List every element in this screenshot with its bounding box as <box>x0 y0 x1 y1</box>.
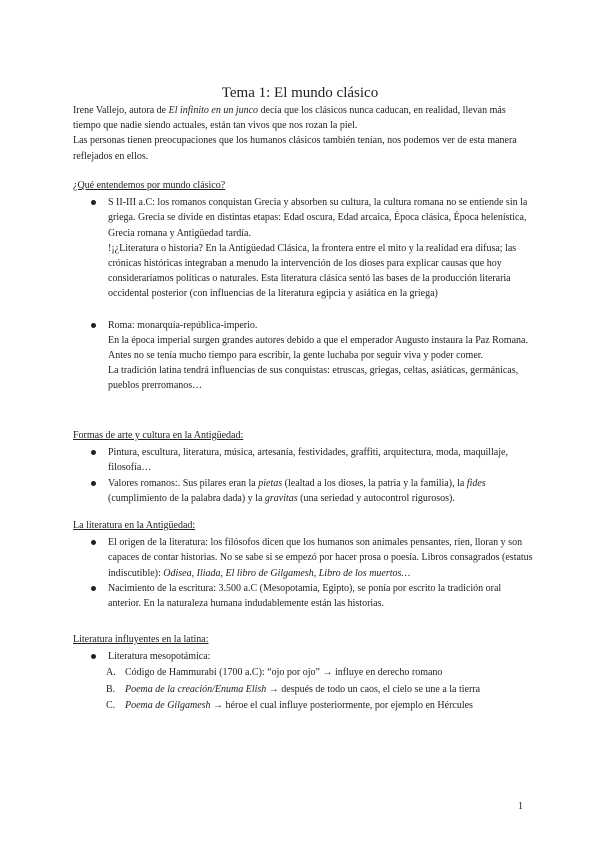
latin-term: gravitas <box>264 492 298 504</box>
list-item-text <box>108 476 533 506</box>
bullet-icon <box>91 481 96 486</box>
book-list: Odisea, Iliada, El libro de Gilgamesh, Libro de los muertos… <box>163 567 411 579</box>
bullet-icon <box>91 450 96 455</box>
sub-list-marker: C. <box>106 699 116 711</box>
list-item <box>73 195 533 301</box>
sub-list-item <box>73 682 533 697</box>
list-item <box>73 581 533 611</box>
intro-rest-text: decía que los clásicos nunca caducan, en realidad, llevan más tiempo que nadie siendo actuales, están tan vivos que nos rozan la piel. <box>73 105 506 132</box>
text-run: → después de todo un caos, el cielo se une a la tierra <box>266 683 481 695</box>
book-title: El infinito en un junco <box>168 105 259 116</box>
list-item <box>73 649 533 664</box>
intro-paragraph <box>73 103 533 133</box>
text-run: → héroe el cual influye posteriormente, por ejemplo en Hércules <box>210 699 473 711</box>
section-mundo-clasico <box>73 178 533 394</box>
list-item-text: En la época imperial surgen grandes autores debido a que el emperador Augusto instaura la Paz Romana. Antes no se tenía mucho tiempo para escribir, la gente luchaba por seguir viva y poder comer. <box>108 334 528 362</box>
poem-title: Poema de la creación/Enuma Elish <box>125 683 267 695</box>
list-item-text: Roma: monarquía-república-imperio. <box>108 319 258 331</box>
text-run: (una seriedad y autocontrol rigurosos). <box>297 492 455 504</box>
sub-list-item <box>73 665 533 680</box>
list-item-text: Nacimiento de la escritura: 3.500 a.C (Mesopotamia, Egipto), se ponía por escrito la tradición oral anterior. En la naturaleza humana indudablemente están las historias. <box>108 582 502 610</box>
section-heading: ¿Qué entendemos por mundo clásico? <box>73 180 226 191</box>
intro-block <box>73 103 533 164</box>
list-item-text: La tradición latina tendrá influencias de sus conquistas: etruscas, griegas, celtas, asiáticas, germánicas, pueblos prerromanos… <box>108 365 519 392</box>
page-title: Tema 1: El mundo clásico <box>221 85 379 102</box>
list-item <box>73 445 533 475</box>
text-run: El origen de la literatura: los filósofos dicen que los humanos son animales pensantes, ríen, lloran y son capaces de contar historias. No se sabe si se empezó por hacer prosa o poesía. Libros consagrados (estatus indiscutible): <box>108 537 533 579</box>
list-item <box>73 318 533 394</box>
bullet-icon <box>91 586 96 591</box>
latin-term: pietas <box>258 477 283 489</box>
list-item-text: Pintura, escultura, literatura, música, artesanía, festividades, graffiti, arquitectura, moda, maquillaje, filosofía… <box>108 447 508 474</box>
section-heading: Formas de arte y cultura en la Antigüedad: <box>73 430 244 441</box>
sub-list-text: Código de Hammurabi (1700 a.C): “ojo por ojo” → influye en derecho romano <box>125 667 443 679</box>
bullet-icon <box>91 654 96 659</box>
bullet-icon <box>91 200 96 205</box>
intro-author-text: Irene Vallejo, autora de <box>73 105 169 116</box>
sub-list-text <box>125 682 533 697</box>
sub-list-marker: A. <box>106 667 116 679</box>
sub-list-marker: B. <box>106 683 116 695</box>
section-heading: Literatura influyentes en la latina: <box>73 634 209 645</box>
latin-term: fides <box>466 477 486 489</box>
intro-paragraph-2: Las personas tienen preocupaciones que los humanos clásicos también tenían, nos podemos ver de esta manera reflejados en ellos. <box>73 135 517 162</box>
text-run: Valores romanos:. Sus pilares eran la <box>108 477 259 489</box>
list-item-text: !¡¿Literatura o historia? En la Antigüedad Clásica, la frontera entre el mito y la realidad era difusa; las crónicas históricas integraban a menudo la intervención de los dioses para explicar causas que hoy consideraríamos políticas o naturales. Esta literatura clásica sentó las bases de la producción literaria occidental posterior (con influencias de la literatura egipcia y asiática en la griega) <box>108 242 517 300</box>
section-literatura-antiguedad <box>73 518 533 611</box>
poem-title: Poema de Gilgamesh <box>125 699 211 711</box>
section-formas-arte <box>73 428 533 506</box>
list-item-text: S II-III a.C: los romanos conquistan Grecia y absorben su cultura, la cultura romana no se entiende sin la griega. Grecia se divide en distintas etapas: Edad oscura, Edad arcaica, Época clásica, Época helenística, Grecia romana y Antigüedad tardía. <box>108 197 528 239</box>
bullet-icon <box>91 323 96 328</box>
section-heading: La literatura en la Antigüedad: <box>73 520 196 531</box>
sub-list-text <box>125 698 533 713</box>
sub-list-item <box>73 698 533 713</box>
page-number: 1 <box>518 801 523 812</box>
bullet-icon <box>91 540 96 545</box>
section-literatura-influyente <box>73 632 533 713</box>
text-run: (lealtad a los dioses, la patria y la familia), la <box>282 477 467 489</box>
text-run: (cumplimiento de la palabra dada) y la <box>108 492 265 504</box>
list-item-text: Literatura mesopotámica: <box>108 651 211 663</box>
list-item-text <box>108 535 533 581</box>
list-item <box>73 476 533 506</box>
list-item <box>73 535 533 581</box>
